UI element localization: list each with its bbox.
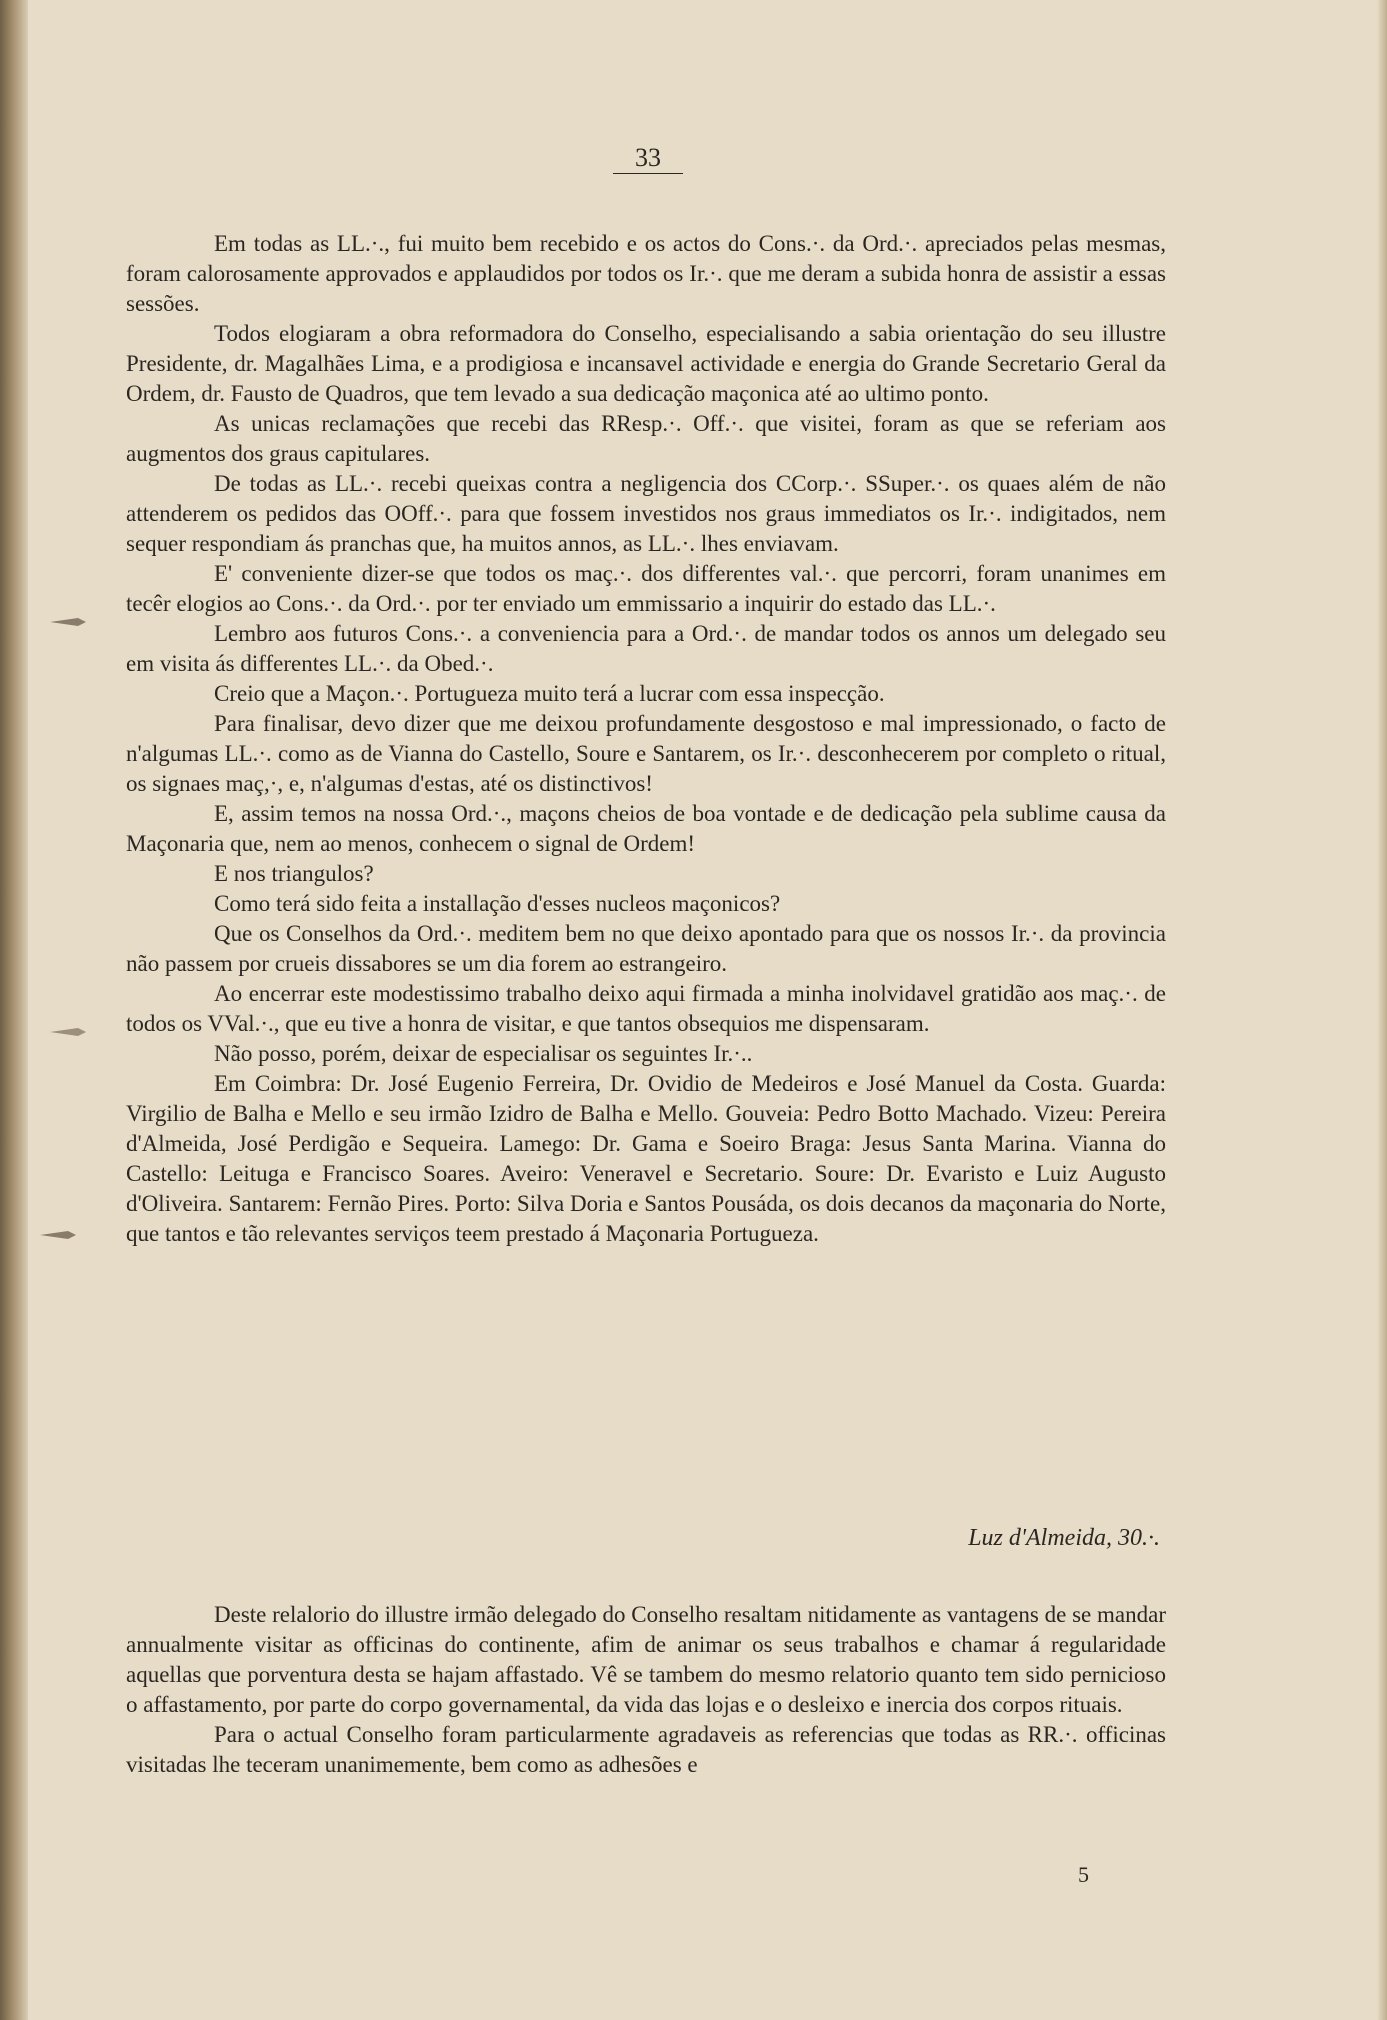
paragraph: Que os Conselhos da Ord.·. meditem bem no que deixo apontado para que os nossos Ir.·. da provincia não passem por crueis dissabores se um dia forem ao estrangeiro. [126,921,1166,976]
body-text-continued [126,1600,1166,1780]
pin-mark-1 [48,612,88,632]
paragraph: Como terá sido feita a installação d'esses nucleos maçonicos? [214,891,781,916]
paragraph: Lembro aos futuros Cons.·. a conveniencia para a Ord.·. de mandar todos os annos um delegado seu em visita ás differentes LL.·. da Obed.·. [126,621,1166,676]
paragraph: Não posso, porém, deixar de especialisar os seguintes Ir.·.. [214,1041,753,1066]
pin-mark-3 [38,1225,78,1245]
paragraph: E, assim temos na nossa Ord.·., maçons cheios de boa vontade e de dedicação pela sublime causa da Maçonaria que, nem ao menos, conhecem o signal de Ordem! [126,801,1166,856]
pin-mark-2 [48,1022,88,1042]
page-number: 33 [613,143,683,174]
paragraph: E' conveniente dizer-se que todos os maç.·. dos differentes val.·. que percorri, foram unanimes em tecêr elogios ao Cons.·. da Ord.·. por ter enviado um emmissario a inquirir do estado das LL.·. [126,561,1166,616]
paragraph: Para finalisar, devo dizer que me deixou profundamente desgostoso e mal impressionado, o facto de n'algumas LL.·. como as de Vianna do Castello, Soure e Santarem, os Ir.·. desconhecerem por completo o ritual, os signaes maç,·, e, n'algumas d'estas, até os distinctivos! [126,711,1166,796]
paragraph: Em Coimbra: Dr. José Eugenio Ferreira, Dr. Ovidio de Medeiros e José Manuel da Costa. Guarda: Virgilio de Balha e Mello e seu irmão Izidro de Balha e Mello. Gouveia: Pedro Botto Machado. Vizeu: Pereira d'Almeida, José Perdigão e Sequeira. Lamego: Dr. Gama e Soeiro Braga: Jesus Santa Marina. Vianna do Castello: Leituga e Francisco Soares. Aveiro: Veneravel e Secretario. Soure: Dr. Evaristo e Luiz Augusto d'Oliveira. Santarem: Fernão Pires. Porto: Silva Doria e Santos Pousáda, os dois decanos da maçonaria do Norte, que tantos e tão relevantes serviços teem prestado á Maçonaria Portugueza. [126,1071,1166,1246]
paragraph: As unicas reclamações que recebi das RResp.·. Off.·. que visitei, foram as que se referiam aos augmentos dos graus capitulares. [126,411,1166,466]
paragraph: Em todas as LL.·., fui muito bem recebido e os actos do Cons.·. da Ord.·. apreciados pelas mesmas, foram calorosamente approvados e applaudidos por todos os Ir.·. que me deram a subida honra de assistir a essas sessões. [126,231,1166,316]
paragraph: De todas as LL.·. recebi queixas contra a negligencia dos CCorp.·. SSuper.·. os quaes além de não attenderem os pedidos das OOff.·. para que fossem investidos nos graus immediatos os Ir.·. indigitados, nem sequer respondiam ás pranchas que, ha muitos annos, as LL.·. lhes enviavam. [126,471,1166,556]
paragraph: Creio que a Maçon.·. Portugueza muito terá a lucrar com essa inspecção. [214,681,885,706]
page-binding-edge [0,0,28,2020]
page-right-edge [1377,0,1387,2020]
paragraph: Para o actual Conselho foram particularmente agradaveis as referencias que todas as RR.·. officinas visitadas lhe teceram unanimemente, bem como as adhesões e [126,1722,1166,1777]
body-text [126,229,1166,1249]
paragraph: Ao encerrar este modestissimo trabalho deixo aqui firmada a minha inolvidavel gratidão aos maç.·. de todos os VVal.·., que eu tive a honra de visitar, e que tantos obsequios me dispensaram. [126,981,1166,1036]
signature: Luz d'Almeida, 30.·. [968,1525,1160,1551]
sheet-signature-mark: 5 [1078,1862,1089,1887]
paragraph: Deste relalorio do illustre irmão delegado do Conselho resaltam nitidamente as vantagens de se mandar annualmente visitar as officinas do continente, afim de animar os seus trabalhos e chamar á regularidade aquellas que porventura desta se hajam affastado. Vê se tambem do mesmo relatorio quanto tem sido pernicioso o affastamento, por parte do corpo governamental, da vida das lojas e o desleixo e inercia dos corpos rituais. [126,1602,1166,1717]
paragraph: Todos elogiaram a obra reformadora do Conselho, especialisando a sabia orientação do seu illustre Presidente, dr. Magalhães Lima, e a prodigiosa e incansavel actividade e energia do Grande Secretario Geral da Ordem, dr. Fausto de Quadros, que tem levado a sua dedicação maçonica até ao ultimo ponto. [126,321,1166,406]
paragraph: E nos triangulos? [214,861,374,886]
